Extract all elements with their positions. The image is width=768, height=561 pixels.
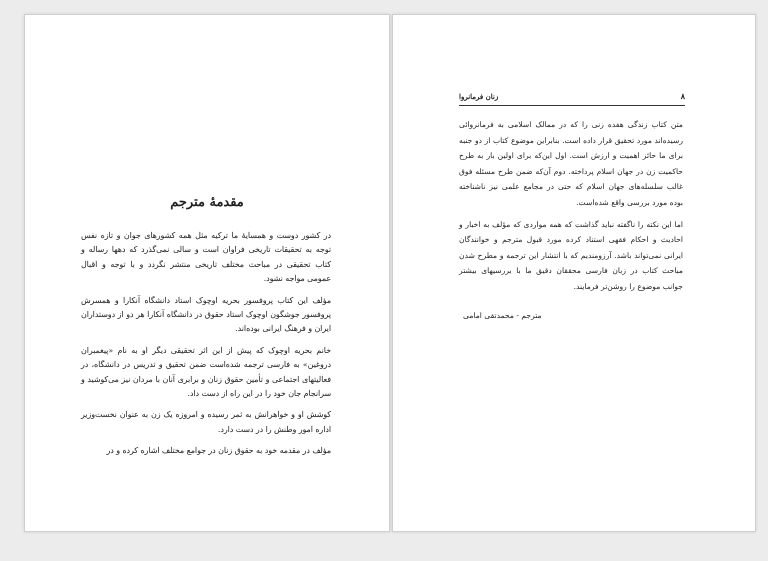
paragraph: در کشور دوست و همسایهٔ ما ترکیه مثل همه کشورهای جوان و تازه نفس توجه به تحقیقات تاریخی فراوان است و سالی نمی‌گذرد که دهها رساله و کتاب تحقیقی در مباحث مختلف تاریخی منتشر نگردد و با توجه و اقبال عمومی مواجه نشود. (81, 231, 331, 284)
right-page (392, 14, 756, 532)
page-header (459, 91, 685, 106)
running-head: زنان فرمانروا (459, 92, 499, 101)
paragraph: کوشش او و خواهرانش به ثمر رسیده و امروزه یک زن به عنوان نخست‌وزیر اداره امور وطنش را در دست دارد. (81, 410, 331, 434)
paragraph: متن کتاب زندگی هفده زنی را که در ممالک اسلامی به فرمانروائی رسیده‌اند مورد تحقیق قرار داده است. بنابراین موضوع کتاب از دو جنبه برای ما حائز اهمیت و ارزش است. اول این‌که برای اولین بار به طرح حاکمیت زن در جهان اسلام پرداخته. دوم آن‌که ضمن طرح مسئله فوق غالب سلسله‌های جهان اسلام که حتی در مجامع علمی نیز ناشناخته بوده مورد بررسی واقع شده‌است. (459, 120, 683, 207)
page-title: مقدمهٔ مترجم (170, 195, 244, 210)
page-number: ۸ (680, 91, 685, 101)
left-body-text (81, 229, 331, 466)
paragraph: اما این نکته را ناگفته نباید گذاشت که همه مواردی که مؤلف به اخبار و احادیث و احکام فقهی استناد کرده مورد قبول مترجم و خوانندگان ایرانی نمی‌تواند باشد. آرزومندیم که با انتشار این ترجمه و مطرح شدن مباحث کتاب در زبان فارسی محققان دقیق ما با بررسیهای بیشتر جوانب موضوع را روشن‌تر فرمایند. (459, 219, 683, 291)
paragraph: خانم بحریه اوچوک که پیش از این اثر تحقیقی دیگر او به نام «پیغمبران دروغین» به فارسی ترجمه شده‌است ضمن تحقیق و تدریس در دانشگاه، در فعالیتهای اجتماعی و تأمین حقوق زنان و برابری آنان با مردان نیز می‌کوشید و سرانجام جان خود را در این راه از دست داد. (81, 345, 331, 399)
paragraph: مؤلف در مقدمه خود به حقوق زنان در جوامع مختلف اشاره کرده و در (106, 446, 331, 456)
left-page (24, 14, 390, 532)
right-body-text (459, 117, 683, 301)
translator-signature: مترجم - محمدتقی امامی (463, 311, 542, 320)
paragraph: مؤلف این کتاب پروفسور بحریه اوچوک استاد دانشگاه آنکارا و همسرش پروفسور جوشگون اوچوک استاد حقوق در دانشگاه آنکارا هر دو از دوستداران ایران و فرهنگ ایرانی بوده‌اند. (81, 295, 331, 334)
